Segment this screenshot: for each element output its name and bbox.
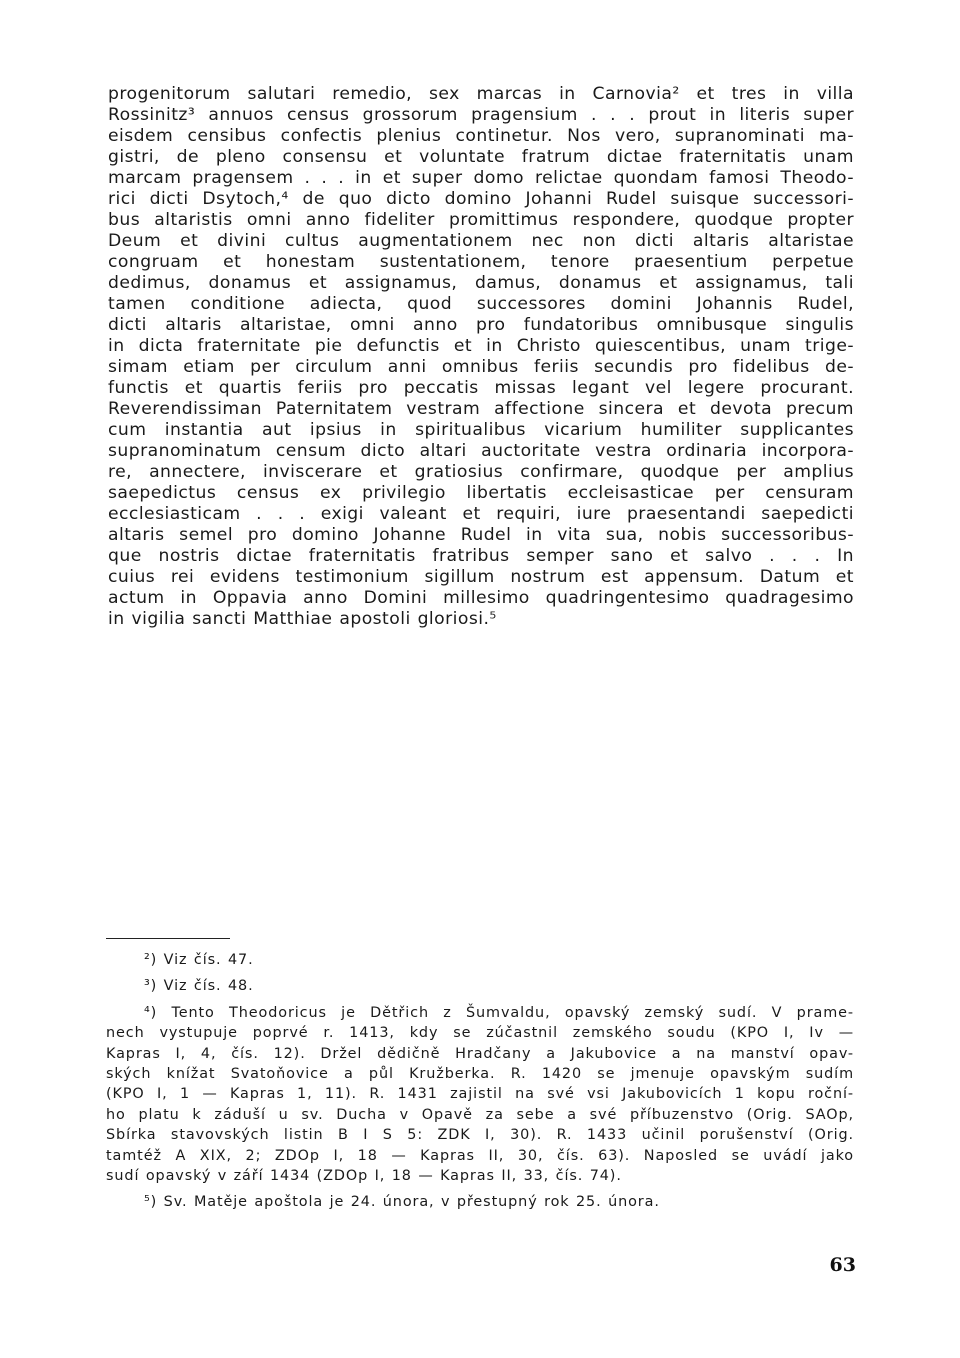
text-line: dedimus, donamus et assignamus, damus, donamus et assignamus, tali bbox=[108, 273, 854, 293]
text-line: supranominatum censum dicto altari auctoritate vestra ordinaria incorpora- bbox=[108, 441, 854, 461]
page-number: 63 bbox=[829, 1254, 856, 1276]
footnote-text: ²) Viz čís. 47. bbox=[144, 952, 254, 968]
text-line: progenitorum salutari remedio, sex marcas in Carnovia² et tres in villa bbox=[108, 84, 854, 104]
text-line: que nostris dictae fraternitatis fratribus semper sano et salvo . . . In bbox=[108, 546, 854, 566]
text-line: in dicta fraternitate pie defunctis et in Christo quiescentibus, unam trige- bbox=[108, 336, 854, 356]
text-line: in vigilia sancti Matthiae apostoli gloriosi.⁵ bbox=[108, 609, 497, 629]
text-line: dicti altaris altaristae, omni anno pro fundatoribus omnibusque singulis bbox=[108, 315, 854, 335]
footnote-line: ských knížat Svatoňovice a půl Kružberka. R. 1420 se jmenuje opavským sudím bbox=[106, 1066, 854, 1083]
text-line: altaris semel pro domino Johanne Rudel in vita sua, nobis successoribus- bbox=[108, 525, 854, 545]
footnote-line: (KPO I, 1 — Kapras 1, 11). R. 1431 zajistil na své vsi Jakubovicích 1 kopu roční- bbox=[106, 1086, 854, 1103]
text-line: gistri, de pleno consensu et voluntate fratrum dictae fraternitatis unam bbox=[108, 147, 854, 167]
footnote-line: ⁴) Tento Theodoricus je Dětřich z Šumvaldu, opavský zemský sudí. V prame- bbox=[144, 1004, 854, 1021]
text-line: ecclesiasticam . . . exigi valeant et requiri, iure praesentandi saepedicti bbox=[108, 504, 854, 524]
text-line: re, annectere, inviscerare et gratiosius confirmare, quodque per amplius bbox=[108, 462, 854, 482]
text-line: Rossinitz³ annuos census grossorum pragensium . . . prout in literis super bbox=[108, 105, 854, 125]
footnotes bbox=[106, 950, 854, 1219]
footnote-text: ⁵) Sv. Matěje apoštola je 24. února, v přestupný rok 25. února. bbox=[144, 1194, 660, 1211]
footnote-5 bbox=[106, 1192, 854, 1212]
text-line: rici dicti Dsytoch,⁴ de quo dicto domino Johanni Rudel suisque successori- bbox=[108, 189, 854, 209]
text-line: Reverendissiman Paternitatem vestram affectione sincera et devota precum bbox=[108, 399, 854, 419]
footnote-line: Kapras I, 4, čís. 12). Držel dědičně Hradčany a Jakubovice a na manství opav- bbox=[106, 1045, 854, 1062]
text-line: saepedictus census ex privilegio libertatis eccleisasticae per censuram bbox=[108, 483, 854, 503]
footnote-separator bbox=[106, 938, 230, 939]
text-line: cum instantia aut ipsius in spiritualibus vicarium humiliter supplicantes bbox=[108, 420, 854, 440]
footnote-line: ho platu k záduší u sv. Ducha v Opavě za sebe a své příbuzenstvo (Orig. SAOp, bbox=[106, 1106, 854, 1123]
footnote-line: sudí opavský v září 1434 (ZDOp I, 18 — Kapras II, 33, čís. 74). bbox=[106, 1168, 622, 1185]
text-line: actum in Oppavia anno Domini millesimo quadringentesimo quadragesimo bbox=[108, 588, 854, 608]
footnote-line: Sbírka stavovských listin B I S 5: ZDK I, 30). R. 1433 učinil porušenství (Orig. bbox=[106, 1127, 854, 1144]
main-text bbox=[108, 84, 854, 630]
text-line: congruam et honestam sustentationem, tenore praesentium perpetue bbox=[108, 252, 854, 272]
footnote-3 bbox=[106, 976, 854, 996]
footnote-text: ³) Viz čís. 48. bbox=[144, 978, 254, 995]
text-line: marcam pragensem . . . in et super domo relictae quondam famosi Theodo- bbox=[108, 168, 854, 188]
footnote-4 bbox=[106, 1003, 854, 1187]
footnote-line: nech vystupuje poprvé r. 1413, kdy se zúčastnil zemského soudu (KPO I, Iv — bbox=[106, 1025, 854, 1042]
text-line: eisdem censibus confectis plenius continetur. Nos vero, supranominati ma- bbox=[108, 126, 854, 146]
text-line: simam etiam per circulum anni omnibus feriis secundis pro fidelibus de- bbox=[108, 357, 854, 377]
footnote-line: tamtéž A XIX, 2; ZDOp I, 18 — Kapras II, 30, čís. 63). Naposled se uvádí jako bbox=[106, 1147, 854, 1164]
text-line: cuius rei evidens testimonium sigillum nostrum est appensum. Datum et bbox=[108, 567, 854, 587]
text-line: functis et quartis feriis pro peccatis missas legant vel legere procurant. bbox=[108, 378, 854, 398]
text-line: Deum et divini cultus augmentationem nec non dicti altaris altaristae bbox=[108, 231, 854, 251]
text-line: tamen conditione adiecta, quod successores domini Johannis Rudel, bbox=[108, 294, 854, 314]
footnote-2 bbox=[106, 950, 854, 970]
text-line: bus altaristis omni anno fideliter promittimus respondere, quodque propter bbox=[108, 210, 854, 230]
